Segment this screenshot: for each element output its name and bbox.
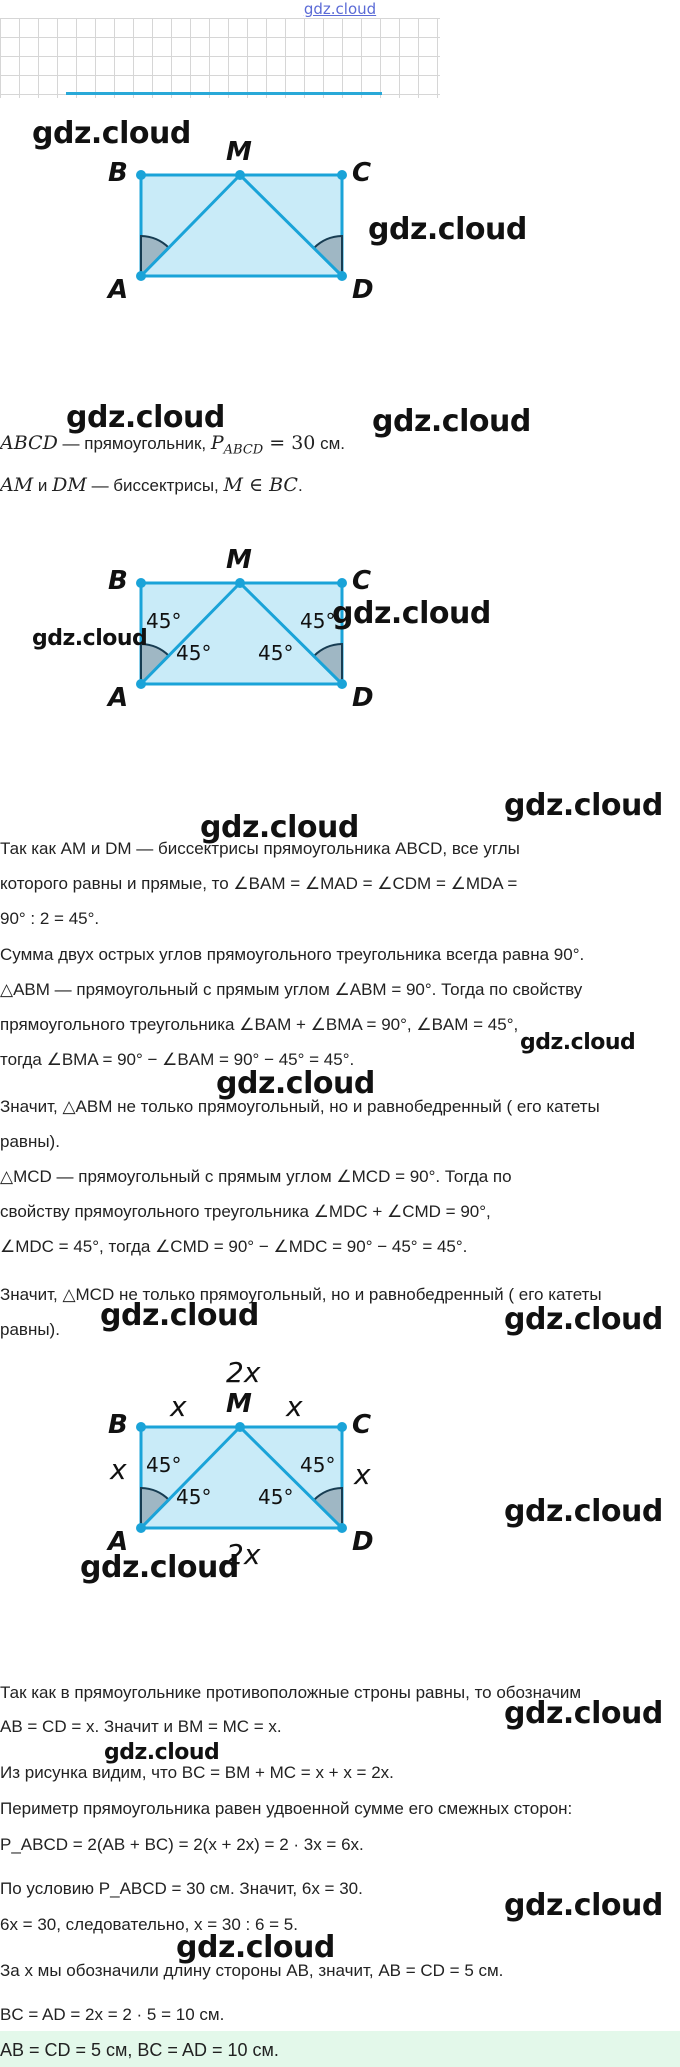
watermark: gdz.cloud xyxy=(32,626,148,651)
watermark: gdz.cloud xyxy=(32,116,191,151)
para-2-line: △ABM — прямоугольный с прямым углом ∠ABM = 90°. Тогда по свойству xyxy=(0,980,583,999)
label-c: C xyxy=(352,566,372,596)
para-6-line: 6x = 30, следовательно, x = 30 : 6 = 5. xyxy=(0,1915,298,1934)
angle-label: 45° xyxy=(258,641,294,665)
label-m: M xyxy=(226,548,252,575)
given-line-1: ABCD — прямоугольник, $P_{ABCD} = 30$ см. xyxy=(0,432,346,458)
label-c: C xyxy=(352,158,372,188)
label-d: D xyxy=(352,275,374,305)
watermark: gdz.cloud xyxy=(80,1550,239,1585)
para-4-line: свойству прямоугольного треугольника ∠MDC + ∠CMD = 90°, xyxy=(0,1202,491,1221)
label-x: x xyxy=(110,1453,127,1486)
answer-box xyxy=(0,2031,680,2067)
grid-paper xyxy=(0,18,440,98)
para-6-line: AB = CD = x. Значит и BM = MC = x. xyxy=(0,1717,282,1736)
para-6-line: Из рисунка видим, что BC = BM + MC = x + x = 2x. xyxy=(0,1763,394,1782)
watermark: gdz.cloud xyxy=(332,596,491,631)
para-1-line: которого равны и прямые, то ∠BAM = ∠MAD = ∠CDM = ∠MDA = xyxy=(0,874,518,893)
label-d: D xyxy=(352,683,374,713)
watermark: gdz.cloud xyxy=(200,810,359,845)
label-b: B xyxy=(108,158,128,188)
watermark: gdz.cloud xyxy=(216,1066,375,1101)
label-m: M xyxy=(226,1389,252,1419)
para-5-line: равны). xyxy=(0,1320,60,1339)
watermark-link[interactable]: gdz.cloud xyxy=(303,0,377,18)
watermark: gdz.cloud xyxy=(504,788,663,823)
watermark: gdz.cloud xyxy=(66,400,225,435)
para-4-line: ∠MDC = 45°, тогда ∠CMD = 90° − ∠MDC = 90° − 45° = 45°. xyxy=(0,1237,468,1256)
watermark: gdz.cloud xyxy=(504,1302,663,1337)
watermark: gdz.cloud xyxy=(372,404,531,439)
para-3-line: Значит, △ABM не только прямоугольный, но и равнобедренный ( его катеты xyxy=(0,1097,600,1116)
para-6-line: За x мы обозначили длину стороны AB, значит, AB = CD = 5 см. xyxy=(0,1961,504,1980)
watermark: gdz.cloud xyxy=(104,1740,220,1765)
watermark: gdz.cloud xyxy=(504,1888,663,1923)
para-6-line: Так как в прямоугольнике противоположные строны равны, то обозначим xyxy=(0,1683,582,1702)
watermark: gdz.cloud xyxy=(100,1298,259,1333)
label-c: C xyxy=(352,1410,372,1440)
label-a: A xyxy=(108,1527,129,1557)
para-3-line: равны). xyxy=(0,1132,60,1151)
angle-label: 45° xyxy=(258,1485,294,1509)
watermark: gdz.cloud xyxy=(368,212,527,247)
label-a: A xyxy=(108,275,129,305)
angle-label: 45° xyxy=(146,1453,182,1477)
para-6-line: По условию P_ABCD = 30 см. Значит, 6x = 30. xyxy=(0,1879,363,1898)
para-5-line: Значит, △MCD не только прямоугольный, но и равнобедренный ( его катеты xyxy=(0,1285,602,1304)
label-2x: 2x xyxy=(226,1538,261,1571)
para-6-line: Периметр прямоугольника равен удвоенной сумме его смежных сторон: xyxy=(0,1799,573,1818)
given-line-2: AM и DM — биссектрисы, M ∈ BC. xyxy=(0,474,303,496)
para-1-line: 90° : 2 = 45°. xyxy=(0,909,100,928)
angle-label: 45° xyxy=(146,609,182,633)
para-1-line: Так как AM и DM — биссектрисы прямоугольника ABCD, все углы xyxy=(0,839,520,858)
angle-label: 45° xyxy=(176,641,212,665)
figure-rectangle-1 xyxy=(100,140,380,310)
angle-label: 45° xyxy=(176,1485,212,1509)
label-x: x xyxy=(354,1458,371,1491)
para-6-line: P_ABCD = 2(AB + BC) = 2(x + 2x) = 2 · 3x = 6x. xyxy=(0,1835,364,1854)
para-2-line: прямоугольного треугольника ∠BAM + ∠BMA = 90°, ∠BAM = 45°, xyxy=(0,1015,519,1034)
label-2x: 2x xyxy=(226,1356,261,1389)
label-a: A xyxy=(108,683,129,713)
angle-label: 45° xyxy=(300,609,336,633)
watermark: gdz.cloud xyxy=(504,1494,663,1529)
label-x: x xyxy=(170,1390,187,1423)
watermark: gdz.cloud xyxy=(504,1696,663,1731)
label-m: M xyxy=(226,140,252,167)
para-6-line: BC = AD = 2x = 2 · 5 = 10 см. xyxy=(0,2005,225,2024)
label-b: B xyxy=(108,1410,128,1440)
watermark: gdz.cloud xyxy=(176,1930,335,1965)
figure-rectangle-3 xyxy=(100,1354,400,1574)
para-2-line: Сумма двух острых углов прямоугольного треугольника всегда равна 90°. xyxy=(0,945,585,964)
answer-text: AB = CD = 5 см, BC = AD = 10 см. xyxy=(0,2040,279,2060)
label-b: B xyxy=(108,566,128,596)
para-2-line: тогда ∠BMA = 90° − ∠BAM = 90° − 45° = 45°. xyxy=(0,1050,355,1069)
label-d: D xyxy=(352,1527,374,1557)
label-x: x xyxy=(286,1390,303,1423)
para-4-line: △MCD — прямоугольный с прямым углом ∠MCD = 90°. Тогда по xyxy=(0,1167,512,1186)
watermark: gdz.cloud xyxy=(520,1030,636,1055)
grid-underline xyxy=(66,92,382,95)
angle-label: 45° xyxy=(300,1453,336,1477)
